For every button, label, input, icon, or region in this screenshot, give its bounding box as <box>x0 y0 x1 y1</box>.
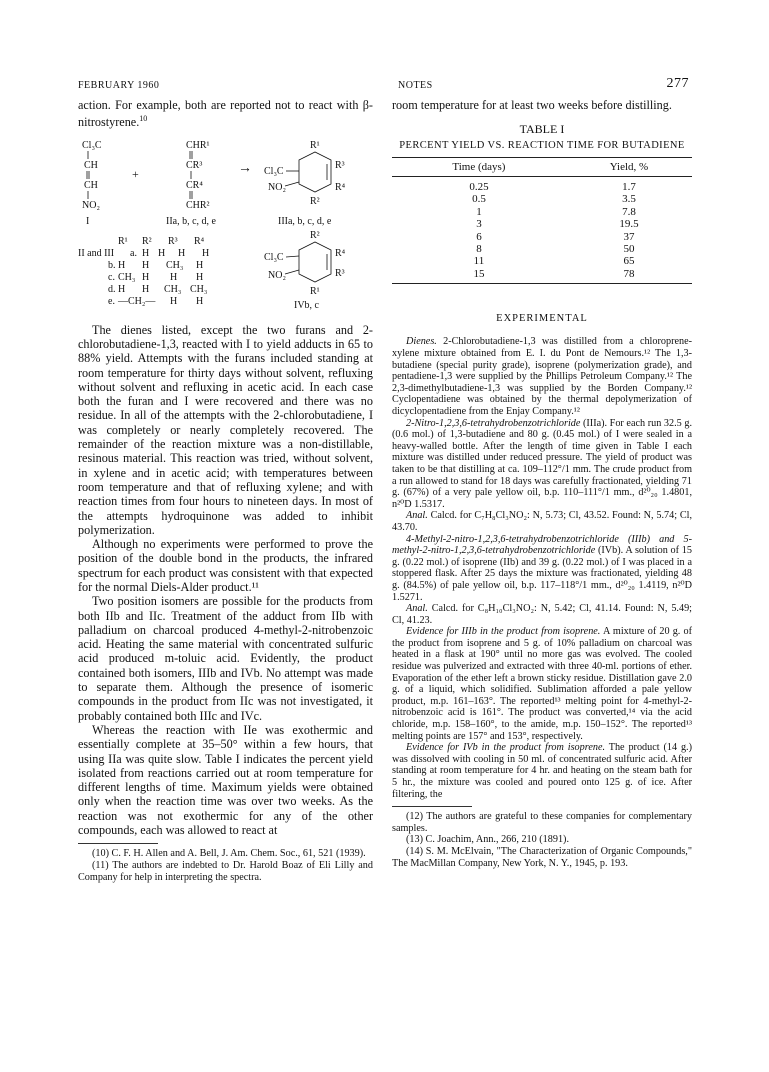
substituent-row-index: d. <box>108 283 116 295</box>
compound-I-line: CH <box>84 179 98 191</box>
diene-line: CR⁴ <box>186 179 203 191</box>
substituent-cell: H <box>170 295 178 307</box>
table-row: 15 78 <box>392 268 692 284</box>
substituent-cell: H <box>142 259 150 271</box>
substituent-cell: CH₃ <box>190 283 208 295</box>
footnote: (10) C. F. H. Allen and A. Bell, J. Am. Chem. Soc., 61, 521 (1939). <box>92 848 366 860</box>
right-column <box>392 98 692 869</box>
footnote: (12) The authors are grateful to these companies for complementary samples. <box>392 811 692 834</box>
table-row: 8 50 <box>476 242 635 255</box>
substituent-row-index: c. <box>108 271 115 283</box>
page-number: 277 <box>666 76 689 91</box>
substituent-cell: H <box>196 295 204 307</box>
substituent-cell: H <box>196 271 204 283</box>
substituent-row-index: a. <box>130 247 137 259</box>
diene-line: CR³ <box>186 159 203 171</box>
footnote-divider <box>78 843 158 844</box>
table-header-time: Time (days) <box>392 157 566 176</box>
experimental-paragraph: 2-Nitro-1,2,3,6-tetrahydrobenzotrichloride (IIIa). For each run 32.5 g. (0.6 mol.) of 1,3-butadiene and 80 g. (0.45 mol.) of I were sealed in a heavy-walled bottle. After the length of time given in Table I each mixture was distilled under reduced pressure. The yield of product was taken to be that distilling at ca. 109–112°/1 mm. The crude product from a run allowed to stand for 18 days was carefully fractionated, yielding 71 g. (67%) of a very pale yellow oil, b.p. 110–111°/1 mm., d²⁰₂₀ 1.4801, n²⁰D 1.5317. <box>392 417 692 510</box>
experimental-paragraph: 4-Methyl-2-nitro-1,2,3,6-tetrahydrobenzotrichloride (IIIb) and 5-methyl-2-nitro-1,2,3,6-tetrahydrobenzotrichloride (IVb). A solution of 15 g. (0.22 mol.) of isoprene (IIb) and 39 g. (0.22 mol.) of I was placed in a stoppered flask. After 25 days the mixture was fractionated, yielding 48 g. (84.5%) of pale yellow oil, b.p. 117–118°/1 mm., d²⁰₂₀ 1.4119, n²⁰D 1.5271. <box>392 533 692 603</box>
substituent-cell: H <box>142 271 150 283</box>
experimental-paragraph: Anal. Calcd. for C₇H₈Cl₃NO₂: N, 5.73; Cl, 43.52. Found: N, 5.74; Cl, 43.70. <box>392 510 692 533</box>
table-caption: PERCENT YIELD VS. REACTION TIME FOR BUTADIENE <box>399 139 685 151</box>
product-IV-no2: NO₂ <box>268 269 286 281</box>
reaction-scheme <box>78 138 373 313</box>
diene-line: CHR² <box>186 199 210 211</box>
product-III-r4: R⁴ <box>335 181 346 193</box>
product-III-cl3c: Cl₃C <box>264 165 284 177</box>
product-III-label: IIIa, b, c, d, e <box>278 215 332 227</box>
intro-paragraph: room temperature for at least two weeks before distilling. <box>392 98 672 112</box>
substituent-cell: H <box>202 247 210 259</box>
table-row: 3 19.5 <box>476 218 639 231</box>
product-IV-r1: R¹ <box>310 285 320 297</box>
product-IV-r4: R⁴ <box>335 247 346 259</box>
running-header-date: FEBRUARY 1960 <box>78 80 160 91</box>
substituent-row-index: e. <box>108 295 115 307</box>
compound-I-line: Cl₃C <box>82 139 102 151</box>
compound-I-label: I <box>86 215 90 227</box>
footnote-ref-10: 10 <box>139 114 148 124</box>
table-row: 1 7.8 <box>476 205 636 218</box>
intro-paragraph: action. For example, both are reported not to react with β-nitrostyrene.$^{10}$ <box>78 98 373 130</box>
substituent-cell: H <box>142 283 150 295</box>
experimental-paragraph: Evidence for IIIb in the product from isoprene. A mixture of 20 g. of the product from isoprene and 5 g. of 10% palladium on charcoal was heated in a flask at 190° until no more gas was evolved. The cooled residue was pulverized and extracted with three 40-ml. portions of ether. Evaporation of the ether left a brown sticky residue. Distillation gave 2.0 g. of a liquid, which solidified. Sublimation afforded a pale yellow product, m.p. 161–163°. The reported¹³ melting point for 4-methyl-2-nitrobenzoic acid is 161°. The product was converted,¹⁴ via the acid chloride, m.p. 158–160°, to the amide, m.p. 150–152°. The reported¹³ melting points are 157° and 153°, respectively. <box>392 626 692 742</box>
table-row: 6 37 <box>476 230 635 243</box>
compound-I-line: CH <box>84 159 98 171</box>
body-paragraph: Two position isomers are possible for the products from both IIb and IIc. Treatment of the adduct from IIb with palladium on charcoal produced 4-methyl-2-nitrobenzoic acid. Heating the same material with concentrated sulfuric acid produced m-toluic acid. Evidently, the product contained both isomers, IIIb and IVb. No attempt was made to separate them. Although the presence of isomeric compounds in the product from IIc was not investigated, it probably contained both IIIc and IVc. <box>78 594 373 723</box>
product-III-r2: R² <box>310 195 320 207</box>
left-column <box>78 98 373 883</box>
yield-table <box>392 157 692 284</box>
substituent-header: R¹ <box>118 235 128 247</box>
substituent-cell: CH₃ <box>164 283 182 295</box>
table-row: 0.25 1.7 <box>469 180 636 193</box>
substituent-header: R³ <box>168 235 178 247</box>
body-paragraph: The dienes listed, except the two furans and 2-chlorobutadiene-1,3, reacted with I to yield adducts in 65 to 88% yield. Attempts with the furans included standing at room temperature for thirty days without solvent, refluxing without solvent and refluxing in acetic acid. In each case both the furan and I were recovered and there was no residue. In all of the attempts with the 2-chlorobutadiene, I was completely or nearly completely recovered. The remainder of the reaction mixture was a non-distillable, resinous material. This reaction was tried, without solvent, in xylene and in acetic acid; with temperatures between room temperature and that of refluxing xylene; and with reaction times from four hours to nineteen days. In most of the attempts hydroquinone was added to inhibit polymerization. <box>78 322 373 537</box>
diene-line: CHR¹ <box>186 139 210 151</box>
table-title: TABLE I <box>519 122 565 137</box>
plus-sign: + <box>132 166 139 181</box>
body-paragraph: Whereas the reaction with IIe was exothermic and essentially complete at 35–50° within a few hours, that using IIa was quite slow. Table I indicates the percent yield isolated from reactions carried out at room temperature for different lengths of time. Maximum yields were obtained only when the reaction time was over two weeks. As the reaction was not exothermic for any of the other compounds, each was allowed to react at <box>78 722 373 838</box>
table-header-yield: Yield, % <box>566 157 692 176</box>
substituent-cell: H <box>118 283 126 295</box>
diene-label: IIa, b, c, d, e <box>166 215 216 227</box>
compound-I-line: NO₂ <box>82 199 100 211</box>
experimental-paragraph: Dienes. 2-Chlorobutadiene-1,3 was distilled from a chloroprene-xylene mixture obtained from E. I. du Pont de Nemours.¹² The 1,3-butadiene (special purity grade), isoprene (polymerization grade), and pentadiene-1,3 were supplied by the Phillips Petroleum Company.¹² The 2,3-dimethylbutadiene-1,3 was supplied by the Borden Company.¹² Cyclopentadiene was obtained by the thermal depolymerization of dicyclopentadiene from the Enjay Company.¹² <box>392 336 692 417</box>
substituent-cell: H <box>178 247 186 259</box>
product-IV-cl3c: Cl₃C <box>264 251 284 263</box>
footnote: (11) The authors are indebted to Dr. Harold Boaz of Eli Lilly and Company for help in interpreting the spectra. <box>78 859 373 883</box>
substituent-cell: H <box>118 259 126 271</box>
running-header-section: NOTES <box>398 80 433 91</box>
table-row: 11 65 <box>473 255 635 268</box>
reaction-scheme-diagram <box>78 138 373 313</box>
experimental-paragraph: Evidence for IVb in the product from isoprene. The product (14 g.) was dissolved with cooling in 50 ml. of concentrated sulfuric acid. After standing at room temperature for 4 hr. and heating on the steam bath for 5 hr., the mixture was cooled and poured onto 125 g. of ice. After filtering, the <box>392 742 692 800</box>
table-row: 0.5 3.5 <box>472 193 636 206</box>
substituent-row-index: b. <box>108 259 116 271</box>
substituent-header: R² <box>142 235 152 247</box>
reaction-arrow: → <box>238 160 252 176</box>
product-III-no2: NO₂ <box>268 181 286 193</box>
substituent-cell: H <box>142 247 150 259</box>
footnote: (14) S. M. McElvain, "The Characterization of Organic Compounds," The MacMillan Company, New York, N. Y., 1945, p. 193. <box>392 845 692 869</box>
product-III-r1: R¹ <box>310 139 320 151</box>
product-IV-label: IVb, c <box>294 299 319 311</box>
footnote: (13) C. Joachim, Ann., 266, 210 (1891). <box>406 834 569 846</box>
substituent-cell: —CH₂— <box>118 295 156 307</box>
experimental-paragraph: Anal. Calcd. for C₈H₁₀Cl₃NO₂: N, 5.42; Cl, 41.14. Found: N, 5.49; Cl, 41.23. <box>392 603 692 626</box>
substituent-cell: CH₃ <box>166 259 184 271</box>
product-IV-r2: R² <box>310 229 320 241</box>
substituent-cell: H <box>196 259 204 271</box>
substituent-row-label: II and III <box>78 247 115 259</box>
product-III-r3: R³ <box>335 159 345 171</box>
product-IV-r3: R³ <box>335 267 345 279</box>
footnote-divider <box>392 806 472 807</box>
substituent-cell: H <box>158 247 166 259</box>
substituent-cell: CH₃ <box>118 271 136 283</box>
substituent-cell: H <box>170 271 178 283</box>
substituent-header: R⁴ <box>194 235 205 247</box>
section-heading-experimental: EXPERIMENTAL <box>496 313 588 325</box>
body-paragraph: Although no experiments were performed to prove the position of the double bond in the products, the infrared spectrum for each product was consistent with that expected for the normal Diels-Alder product.¹¹ <box>78 537 373 594</box>
